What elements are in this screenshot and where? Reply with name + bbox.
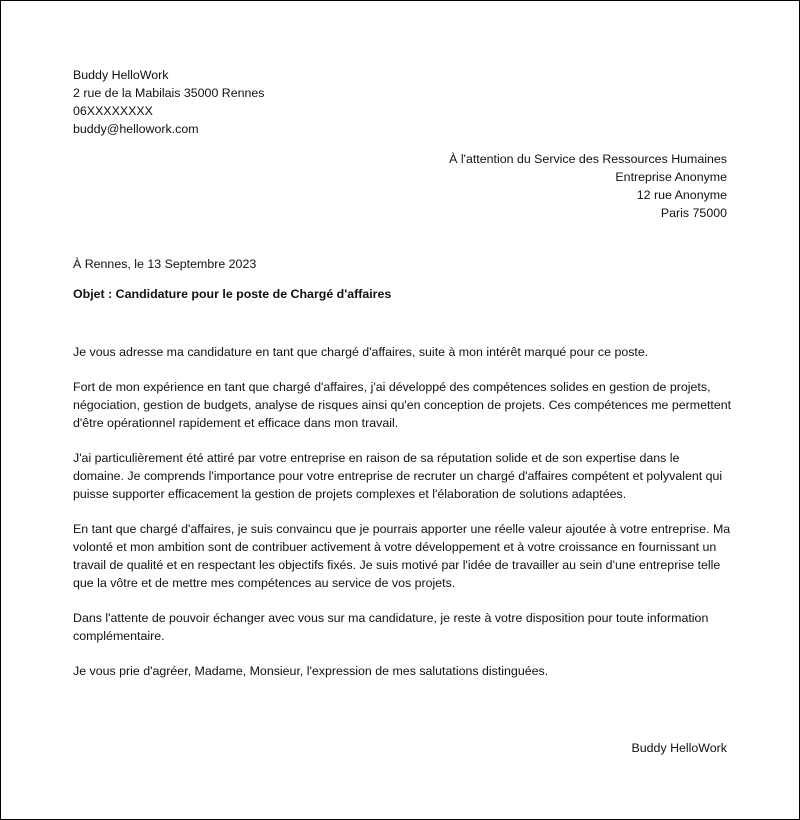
body-paragraph: En tant que chargé d'affaires, je suis convaincu que je pourrais apporter une réelle valeur ajoutée à votre entreprise. Ma volonté et mon ambition sont de contribuer activement à votre développement et à votre croissance en fournissant un travail de qualité et en respectant les objectifs fixés. Je suis motivé par l'idée de travailler au sein d'une entreprise telle que la vôtre et de mettre mes compétences au service de vos projets. bbox=[73, 522, 731, 590]
place-date: À Rennes, le 13 Septembre 2023 bbox=[73, 257, 257, 271]
body-paragraph: Fort de mon expérience en tant que chargé d'affaires, j'ai développé des compétences solides en gestion de projets, négociation, gestion de budgets, analyse de risques ainsi qu'en conception de projets. Ces compétences me permettent d'être opérationnel rapidement et efficace dans mon travail. bbox=[73, 380, 732, 430]
recipient-company: Entreprise Anonyme bbox=[615, 170, 727, 184]
signature: Buddy HelloWork bbox=[631, 741, 727, 755]
recipient-street: 12 rue Anonyme bbox=[636, 188, 727, 202]
recipient-attention: À l'attention du Service des Ressources Humaines bbox=[449, 152, 727, 166]
body-paragraph: J'ai particulièrement été attiré par votre entreprise en raison de sa réputation solide et de son expertise dans le domaine. Je comprends l'importance pour votre entreprise de recruter un chargé d'affaires compétent et polyvalent qui puisse supporter efficacement la gestion de projets complexes et l'élaboration de solutions adaptées. bbox=[73, 451, 723, 501]
letter-subject: Objet : Candidature pour le poste de Chargé d'affaires bbox=[73, 287, 392, 301]
recipient-block bbox=[449, 150, 727, 222]
body-paragraph: Dans l'attente de pouvoir échanger avec vous sur ma candidature, je reste à votre disposition pour toute information complémentaire. bbox=[73, 611, 709, 643]
sender-name: Buddy HelloWork bbox=[73, 68, 169, 82]
closing-paragraph: Je vous prie d'agréer, Madame, Monsieur, l'expression de mes salutations distinguées. bbox=[73, 664, 549, 678]
letter-body bbox=[73, 343, 733, 697]
recipient-city: Paris 75000 bbox=[660, 206, 727, 220]
sender-block bbox=[73, 66, 265, 138]
sender-phone: 06XXXXXXXX bbox=[73, 104, 153, 118]
sender-email: buddy@hellowork.com bbox=[73, 122, 199, 136]
sender-address: 2 rue de la Mabilais 35000 Rennes bbox=[73, 86, 265, 100]
body-paragraph: Je vous adresse ma candidature en tant que chargé d'affaires, suite à mon intérêt marqué pour ce poste. bbox=[73, 345, 649, 359]
